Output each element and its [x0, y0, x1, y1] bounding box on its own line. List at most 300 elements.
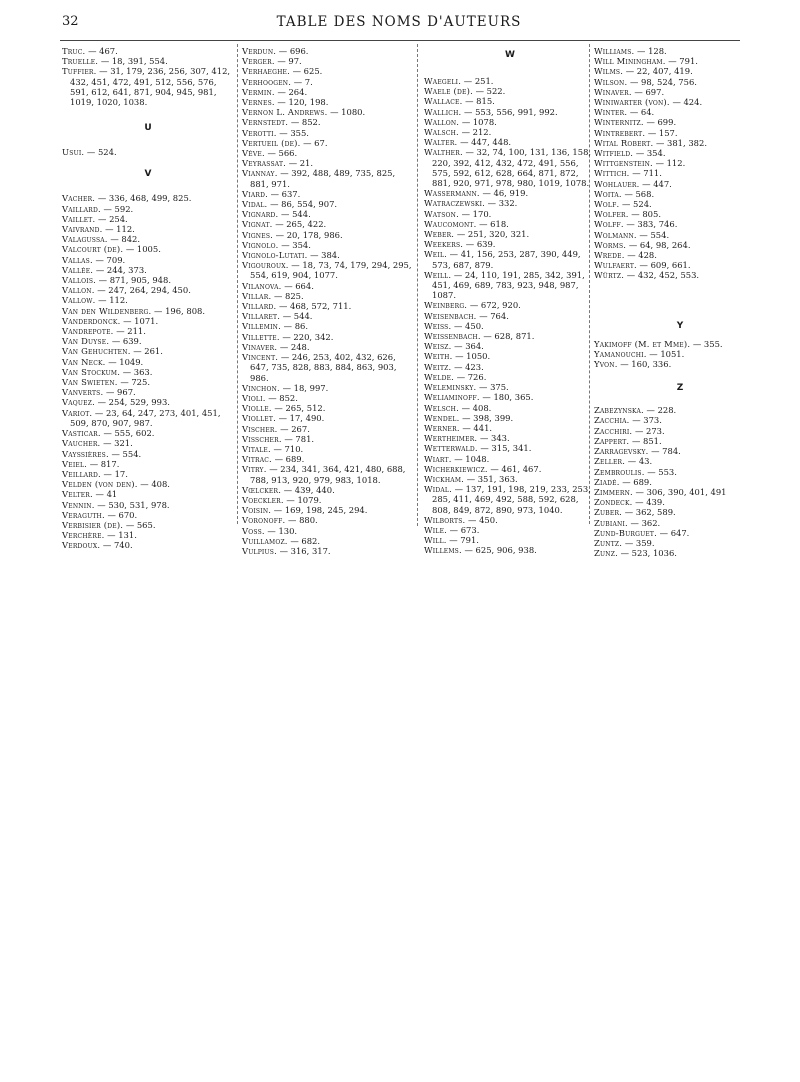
index-entry: Vallon. — 247, 264, 294, 450. [62, 285, 191, 296]
index-entry: Walther. — 32, 74, 100, 131, 136, 158, 220, 392, 412, 432, 472, 491, 556, 575, 592, 612, 628, 664, 871, 872, 881, 920, 971, 978, 980, 1019, 1078. [424, 147, 592, 189]
index-entry: Vanderdonck. — 1071. [62, 315, 159, 326]
index-entry: Usui. — 524. [62, 147, 117, 158]
author-name: Van Neck. [62, 356, 106, 367]
index-entry: Wital Robert. — 381, 382. [594, 137, 707, 148]
index-entry: Verchère. — 131. [62, 530, 137, 541]
index-entry: Welde. — 726. [424, 371, 487, 382]
index-entry: Velter. — 41 [62, 489, 118, 500]
index-entry: Zuntz. — 359. [594, 537, 655, 548]
author-name: Waucomont. [424, 218, 477, 229]
index-entry: Zimmern. — 306, 390, 401, 491 [594, 486, 727, 497]
author-name: Wolmann. [594, 229, 637, 240]
author-name: Wetterwald. [424, 443, 478, 454]
index-entry: Wallich. — 553, 556, 991, 992. [424, 106, 558, 117]
author-name: Yvon. [594, 359, 618, 370]
index-entry: Wassermann. — 46, 919. [424, 188, 529, 199]
section-letter: U [144, 123, 152, 134]
index-entry: Zappert. — 851. [594, 435, 662, 446]
author-name: Wilms. [594, 66, 624, 77]
index-entry: Weber. — 251, 320, 321. [424, 229, 530, 240]
index-entry: Worms. — 64, 98, 264. [594, 239, 691, 250]
page-title: TABLE DES NOMS D'AUTEURS [276, 14, 522, 30]
author-name: Vallois. [62, 275, 97, 286]
author-name: Werner. [424, 422, 460, 433]
page-number: 32 [62, 14, 79, 29]
author-name: Wulfaert. [594, 260, 637, 271]
author-name: Wolfer. [594, 209, 629, 220]
index-entry: Weith. — 1050. [424, 351, 491, 362]
author-name: Waegeli. [424, 76, 462, 86]
author-name: Viard. [242, 188, 268, 199]
author-name: Zappert. [594, 435, 630, 446]
author-name: Vitale. [242, 443, 271, 454]
author-name: Vaucher. [62, 438, 101, 449]
author-name: Wendel. [424, 412, 460, 423]
index-column-3 [424, 46, 596, 556]
index-entry: Wiart. — 1048. [424, 453, 490, 464]
author-name: Vinchon. [242, 382, 280, 393]
index-entry: Voisin. — 169, 198, 245, 294. [242, 505, 368, 516]
author-name: Vertueil (de). [242, 137, 301, 148]
index-column-1 [62, 46, 234, 551]
index-entry: Zacchiri. — 273. [594, 425, 665, 436]
author-name: Zuber. [594, 507, 623, 518]
author-name: Weliaminoff. [424, 392, 480, 403]
index-entry: Variot. — 23, 64, 247, 273, 401, 451, 509, 870, 907, 987. [62, 407, 221, 428]
author-name: Watson. [424, 208, 459, 219]
index-entry: Verbisier (de). — 565. [62, 519, 156, 530]
index-entry: Van den Wildenberg. — 196, 808. [62, 305, 206, 316]
index-entry: Villette. — 220, 342. [242, 331, 334, 342]
author-name: Wassermann. [424, 188, 480, 199]
index-entry: Wilson. — 98, 524, 756. [594, 76, 697, 87]
index-entry: Verdun. — 696. [242, 46, 309, 56]
author-name: Weissenbach. [424, 331, 481, 342]
author-name: Voeckler. [242, 494, 284, 505]
index-entry: Witfield. — 354. [594, 148, 666, 159]
author-name: Wolf. [594, 199, 620, 210]
index-entry: Voss. — 130. [242, 525, 298, 536]
index-entry: Valagussa. — 842. [62, 234, 141, 245]
index-entry: Vennin. — 530, 531, 978. [62, 499, 170, 510]
author-name: Zacchiri. [594, 425, 633, 436]
author-name: Winaver. [594, 86, 632, 97]
index-entry: Valcourt (de). — 1005. [62, 244, 161, 255]
index-entry: Waegeli. — 251. [424, 76, 494, 86]
author-name: Villaret. [242, 311, 281, 322]
author-name: Wohlauer. [594, 178, 640, 189]
index-entry: Winaver. — 697. [594, 86, 665, 97]
author-name: Veyrassat. [242, 158, 287, 169]
author-name: Visscher. [242, 433, 282, 444]
index-entry: Vignolo-Lutati. — 384. [242, 250, 340, 261]
index-entry: Vermin. — 264. [242, 86, 308, 97]
index-entry: Vischer. — 267. [242, 423, 310, 434]
index-entry: Verhoogen. — 7. [242, 76, 313, 87]
author-name: Wallace. [424, 96, 463, 107]
index-entry: Viannay. — 392, 488, 489, 735, 825, 881, 971. [242, 168, 396, 189]
index-entry: Vigouroux. — 18, 73, 74, 179, 294, 295, 554, 619, 904, 1077. [242, 260, 412, 281]
author-name: Vennin. [62, 499, 95, 510]
author-name: Vulpius. [242, 545, 277, 556]
author-name: Welde. [424, 371, 455, 382]
index-entry: Woita. — 568. [594, 188, 655, 199]
author-name: Vignolo-Lutati. [242, 250, 308, 261]
index-entry: Zondeck. — 439. [594, 497, 665, 508]
index-entry: Weekers. — 639. [424, 239, 496, 250]
index-entry: Wolfer. — 805. [594, 209, 661, 220]
index-entry: Van Neck. — 1049. [62, 356, 144, 367]
author-name: Vidal. [242, 199, 268, 210]
author-name: Zimmern. [594, 486, 633, 497]
author-name: Van Duyse. [62, 336, 110, 347]
author-name: Veillard. [62, 468, 101, 479]
author-name: Viannay. [242, 168, 278, 179]
author-name: Weitz. [424, 361, 452, 372]
index-entry: Van Stockum. — 363. [62, 366, 153, 377]
index-entry: Weinberg. — 672, 920. [424, 300, 521, 311]
author-name: Ziadé. [594, 476, 620, 487]
index-entry: Van Swieten. — 725. [62, 377, 151, 388]
index-entry: Zacchia. — 373. [594, 415, 662, 426]
author-name: Vilanova. [242, 280, 282, 291]
index-entry: Winiwarter (von). — 424. [594, 97, 703, 108]
index-entry: Wolmann. — 554. [594, 229, 670, 240]
page-header [60, 14, 738, 34]
index-entry: Zubiani. — 362. [594, 517, 661, 528]
author-name: Zuntz. [594, 537, 623, 548]
author-name: Watraczewski. [424, 198, 485, 209]
index-entry: Wendel. — 398, 399. [424, 412, 514, 423]
index-entry: Veyrassat. — 21. [242, 158, 314, 169]
index-entry: Velden (von den). — 408. [62, 479, 170, 490]
author-name: Weiss. [424, 320, 452, 331]
index-entry: Weill. — 24, 110, 191, 285, 342, 391, 451, 469, 689, 783, 923, 948, 987, 1087. [424, 269, 585, 301]
author-name: Wertheimer. [424, 433, 478, 444]
index-entry: Vasticar. — 555, 602. [62, 428, 155, 439]
author-name: Tuffier. [62, 66, 97, 77]
author-name: Weith. [424, 351, 453, 362]
author-name: Weill. [424, 269, 452, 280]
index-entry: Würtz. — 432, 452, 553. [594, 270, 700, 281]
index-entry: Waucomont. — 618. [424, 218, 509, 229]
author-name: Vacher. [62, 193, 96, 204]
index-entry: Vignolo. — 354. [242, 239, 311, 250]
author-name: Veiel. [62, 458, 88, 469]
index-entry: Waele (de). — 522. [424, 86, 506, 97]
index-entry: Weleminsky. — 375. [424, 382, 509, 393]
index-entry: Vœlcker. — 439, 440. [242, 484, 335, 495]
index-entry: Viard. — 637. [242, 188, 301, 199]
index-entry: Weitz. — 423. [424, 361, 484, 372]
author-name: Vernon L. Andrews. [242, 107, 328, 118]
author-name: Winter. [594, 107, 628, 118]
index-entry: Wulfaert. — 609, 661. [594, 260, 691, 271]
author-name: Wrede. [594, 250, 625, 261]
author-name: Würtz. [594, 270, 625, 281]
index-entry: Vilanova. — 664. [242, 280, 314, 291]
index-entry: Wilborts. — 450. [424, 514, 498, 525]
section-letter: Z [676, 383, 684, 394]
author-name: Zembroulis. [594, 466, 645, 477]
author-name: Vitrac. [242, 454, 272, 465]
index-entry: Wetterwald. — 315, 341. [424, 443, 532, 454]
author-name: Wickham. [424, 473, 465, 484]
author-name: Voisin. [242, 505, 272, 516]
index-entry: Williams. — 128. [594, 46, 667, 56]
author-name: Voss. [242, 525, 265, 536]
author-name: Vigouroux. [242, 260, 289, 271]
author-name: Vallon. [62, 285, 95, 296]
author-name: Vasticar. [62, 428, 101, 439]
author-name: Walter. [424, 137, 458, 148]
author-name: Vanverts. [62, 387, 104, 398]
index-entry: Widal. — 137, 191, 198, 219, 233, 253, 285, 411, 469, 492, 588, 592, 628, 808, 849, 872, 890, 973, 1040. [424, 484, 591, 515]
index-entry: Truc. — 467. [62, 46, 118, 56]
author-name: Wile. [424, 524, 448, 535]
index-entry: Winter. — 64. [594, 107, 655, 118]
author-name: Wilson. [594, 76, 628, 87]
section-letter: Y [676, 320, 684, 331]
index-entry: Verdoux. — 740. [62, 540, 133, 551]
author-name: Vaillet. [62, 213, 96, 224]
index-entry: Zeller. — 43. [594, 456, 653, 467]
author-name: Villar. [242, 290, 272, 301]
index-entry: Vulpius. — 316, 317. [242, 545, 331, 556]
author-name: Walsch. [424, 127, 459, 138]
author-name: Zeller. [594, 456, 626, 467]
author-name: Will. [424, 535, 447, 546]
author-name: Vœlcker. [242, 484, 282, 495]
index-entry: Yamanouchi. — 1051. [594, 348, 685, 359]
author-name: Zund-Burguet. [594, 527, 657, 538]
author-name: Vinaver. [242, 341, 278, 352]
author-name: Waele (de). [424, 86, 473, 97]
index-entry: Voeckler. — 1079. [242, 494, 322, 505]
index-entry: Wallon. — 1078. [424, 116, 497, 127]
author-name: Weber. [424, 229, 455, 240]
index-entry: Veraguth. — 670. [62, 509, 138, 520]
index-entry: Vaillet. — 254. [62, 213, 128, 224]
author-name: Winternitz. [594, 117, 644, 128]
author-name: Verchère. [62, 530, 105, 541]
author-name: Yamanouchi. [594, 348, 647, 359]
author-name: Zunz. [594, 548, 618, 559]
author-name: Weisenbach. [424, 310, 477, 321]
index-entry: Vertueil (de). — 67. [242, 137, 328, 148]
author-name: Vandrepote. [62, 326, 114, 337]
author-name: Violi. [242, 392, 266, 403]
index-entry: Wallace. — 815. [424, 96, 495, 107]
index-entry: Vernes. — 120, 198. [242, 97, 329, 108]
index-entry: Wohlauer. — 447. [594, 178, 672, 189]
author-name: Williams. [594, 46, 635, 56]
author-name: Worms. [594, 239, 627, 250]
section-letter: W [505, 50, 515, 60]
author-name: Vincent. [242, 352, 279, 363]
index-entry: Veiel. — 817. [62, 458, 120, 469]
index-entry: Villard. — 468, 572, 711. [242, 301, 352, 312]
index-entry: Viollet. — 17, 490. [242, 413, 325, 424]
index-entry: Vallow. — 112. [62, 295, 128, 306]
index-entry: Vidal. — 86, 554, 907. [242, 199, 338, 210]
index-entry: Verhaeghe. — 625. [242, 66, 323, 77]
author-name: Van den Wildenberg. [62, 305, 152, 316]
author-name: Wilborts. [424, 514, 466, 525]
index-entry: Van Gehuchten. — 261. [62, 346, 163, 357]
index-entry: Will Miningham. — 791. [594, 56, 698, 67]
index-entry: Vayssières. — 554. [62, 448, 142, 459]
index-entry: Vallois. — 871, 905, 948. [62, 275, 171, 286]
author-name: Vischer. [242, 423, 278, 434]
author-name: Velden (von den). [62, 479, 138, 490]
author-name: Wolff. [594, 219, 624, 230]
index-entry: Wilms. — 22, 407, 419. [594, 66, 693, 77]
index-entry: Visscher. — 781. [242, 433, 315, 444]
index-entry: Wertheimer. — 343. [424, 433, 510, 444]
author-name: Woita. [594, 188, 622, 199]
author-name: Veraguth. [62, 509, 105, 520]
index-entry: Verotti. — 355. [242, 127, 309, 138]
author-name: Usui. [62, 147, 85, 158]
index-entry: Vaillard. — 592. [62, 203, 134, 214]
author-name: Welsch. [424, 402, 459, 413]
author-name: Verhoogen. [242, 76, 292, 87]
index-entry: Wittgenstein. — 112. [594, 158, 686, 169]
author-name: Variot. [62, 407, 93, 418]
index-entry: Wile. — 673. [424, 524, 480, 535]
index-entry: Vitale. — 710. [242, 443, 304, 454]
author-name: Verhaeghe. [242, 66, 290, 77]
author-name: Villard. [242, 301, 277, 312]
author-name: Yakimoff (M. et Mme). [594, 338, 691, 349]
index-entry: Watson. — 170. [424, 208, 492, 219]
index-entry: Wolff. — 383, 746. [594, 219, 678, 230]
author-name: Widal. [424, 484, 452, 495]
author-name: Vaquez. [62, 397, 95, 408]
author-name: Véve. [242, 148, 265, 159]
author-name: Vallée. [62, 264, 94, 275]
author-name: Wintrebert. [594, 127, 646, 138]
author-name: Truc. [62, 46, 86, 56]
author-name: Van Gehuchten. [62, 346, 131, 357]
author-name: Vayssières. [62, 448, 109, 459]
author-name: Vallow. [62, 295, 96, 306]
section-letter: V [144, 169, 152, 180]
author-name: Valcourt (de). [62, 244, 124, 255]
index-column-2 [242, 46, 414, 556]
author-name: Wicherkiewicz. [424, 463, 488, 474]
index-entry: Walsch. — 212. [424, 127, 492, 138]
index-entry: Ziadé. — 689. [594, 476, 652, 487]
index-entry: Willems. — 625, 906, 938. [424, 545, 537, 556]
author-name: Verger. [242, 56, 275, 67]
author-name: Valagussa. [62, 234, 108, 245]
index-entry: Werner. — 441. [424, 422, 493, 433]
index-entry: Zunz. — 523, 1036. [594, 548, 677, 559]
index-entry: Villar. — 825. [242, 290, 304, 301]
index-entry: Van Duyse. — 639. [62, 336, 142, 347]
index-entry: Truelle. — 18, 391, 554. [62, 56, 168, 67]
author-name: Zacchia. [594, 415, 630, 426]
author-name: Weinberg. [424, 300, 468, 311]
author-name: Van Stockum. [62, 366, 121, 377]
index-entry: Vanverts. — 967. [62, 387, 136, 398]
index-entry: Voronoff. — 880. [242, 515, 318, 526]
index-entry: Watraczewski. — 332. [424, 198, 518, 209]
author-name: Will Miningham. [594, 56, 666, 67]
author-name: Vitry. [242, 464, 267, 475]
author-name: Zubiani. [594, 517, 628, 528]
index-entry: Weiss. — 450. [424, 320, 484, 331]
index-entry: Vaivrand. — 112. [62, 224, 135, 235]
author-name: Wital Robert. [594, 137, 654, 148]
author-name: Vaillard. [62, 203, 101, 214]
author-name: Viollet. [242, 413, 276, 424]
index-entry: Vacher. — 336, 468, 499, 825. [62, 193, 192, 204]
index-entry: Vaucher. — 321. [62, 438, 133, 449]
index-entry: Vandrepote. — 211. [62, 326, 146, 337]
author-name: Villette. [242, 331, 280, 342]
index-entry: Villemin. — 86. [242, 321, 309, 332]
author-name: Wittgenstein. [594, 158, 653, 169]
author-name: Winiwarter (von). [594, 97, 670, 108]
index-entry: Weil. — 41, 156, 253, 287, 390, 449, 573, 687, 879. [424, 249, 581, 270]
author-name: Walther. [424, 147, 463, 158]
author-name: Truelle. [62, 56, 99, 67]
index-entry: Winternitz. — 699. [594, 117, 677, 128]
author-name: Zondeck. [594, 497, 633, 508]
index-entry: Yakimoff (M. et Mme). — 355. [594, 338, 723, 349]
index-entry: Vernon L. Andrews. — 1080. [242, 107, 366, 118]
author-name: Voronoff. [242, 515, 286, 526]
index-entry: Wrede. — 428. [594, 250, 657, 261]
index-entry: Veillard. — 17. [62, 468, 128, 479]
column-separator [237, 44, 238, 524]
header-rule [60, 40, 740, 41]
index-entry: Yvon. — 160, 336. [594, 359, 672, 370]
author-name: Vernstedt. [242, 117, 289, 128]
author-name: Witfield. [594, 148, 634, 159]
index-entry: Welsch. — 408. [424, 402, 492, 413]
author-name: Weisz. [424, 341, 452, 352]
index-entry: Wintrebert. — 157. [594, 127, 678, 138]
index-entry: Wicherkiewicz. — 461, 467. [424, 463, 542, 474]
author-name: Verdun. [242, 46, 277, 56]
author-name: Weil. [424, 249, 448, 260]
author-name: Vermin. [242, 86, 275, 97]
index-entry: Weisz. — 364. [424, 341, 484, 352]
index-entry: Vignard. — 544. [242, 209, 311, 220]
index-entry: Vignat. — 265, 422. [242, 219, 327, 230]
index-entry: Zabezynska. — 228. [594, 405, 677, 416]
author-name: Wallich. [424, 106, 462, 117]
author-name: Verotti. [242, 127, 277, 138]
author-name: Vanderdonck. [62, 315, 121, 326]
index-entry: Vincent. — 246, 253, 402, 432, 626, 647, 735, 828, 883, 884, 863, 903, 986. [242, 352, 397, 383]
index-entry: Will. — 791. [424, 535, 479, 546]
index-entry: Vuillamoz. — 682. [242, 535, 321, 546]
author-name: Vuillamoz. [242, 535, 288, 546]
author-name: Verdoux. [62, 540, 101, 551]
index-entry: Véve. — 566. [242, 148, 298, 159]
author-name: Vaivrand. [62, 224, 103, 235]
author-name: Violle. [242, 403, 272, 414]
index-entry: Verger. — 97. [242, 56, 302, 67]
index-entry: Zund-Burguet. — 647. [594, 527, 690, 538]
index-entry: Wittich. — 711. [594, 168, 662, 179]
index-entry: Weliaminoff. — 180, 365. [424, 392, 534, 403]
